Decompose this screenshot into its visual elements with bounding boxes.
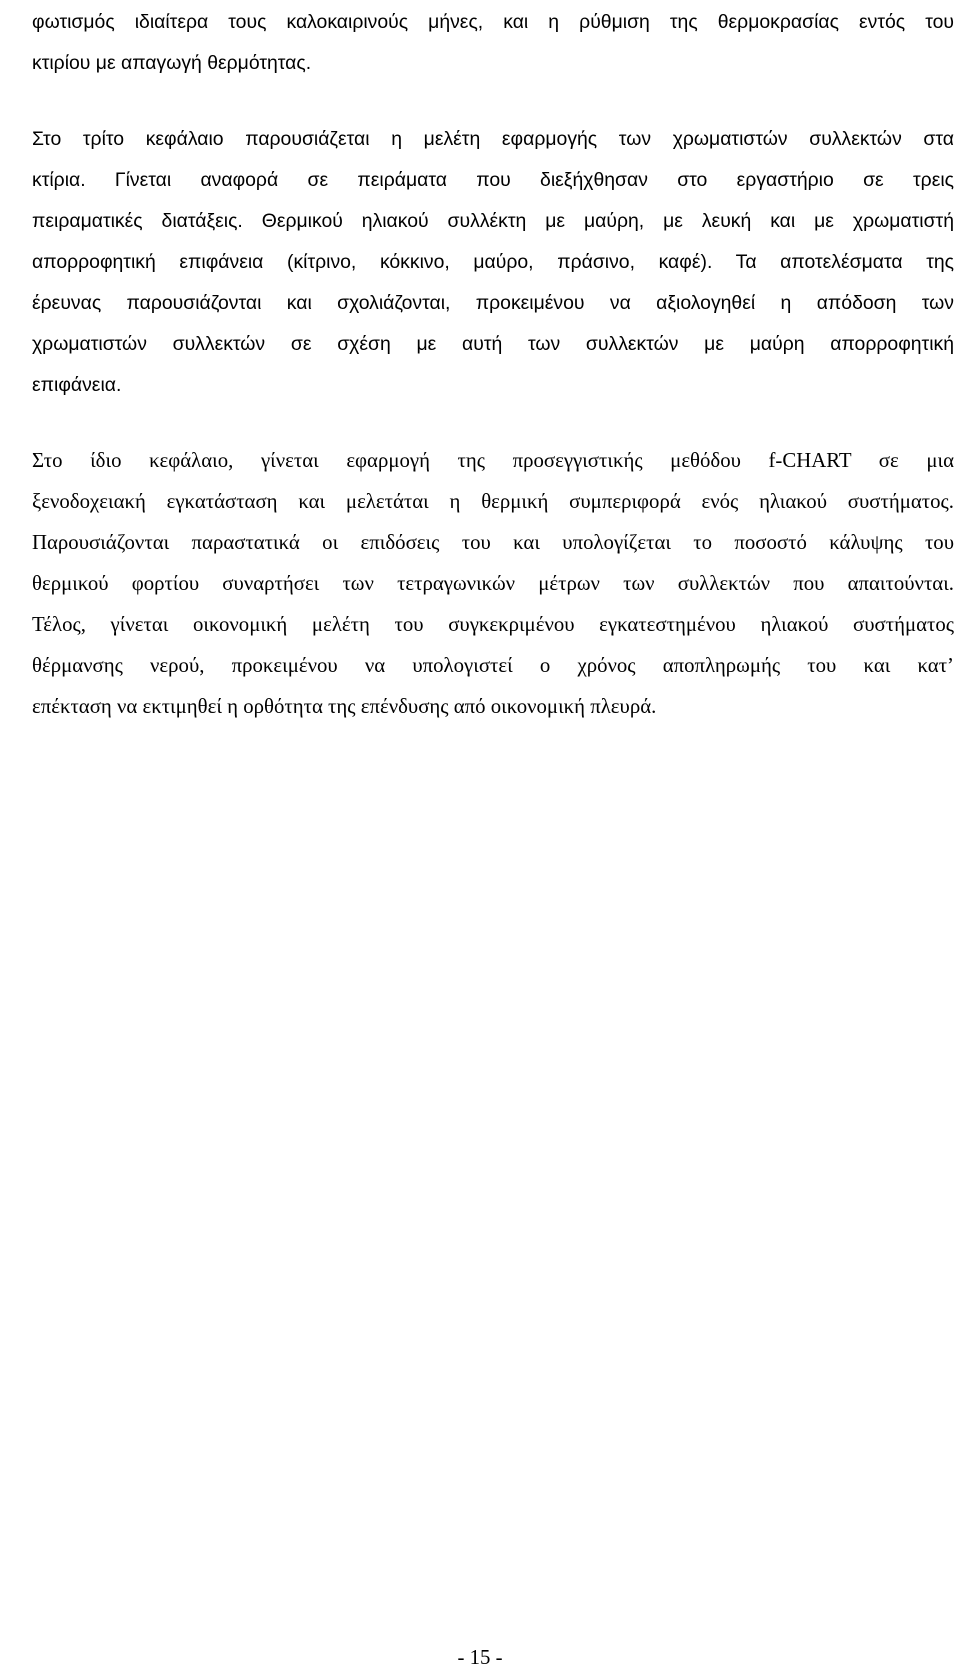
paragraph-2 [32, 119, 954, 406]
text-line: θέρμανσης νερού, προκειμένου να υπολογιστεί ο χρόνος αποπληρωμής του και κατ’ [32, 654, 954, 677]
paragraph-1 [32, 2, 954, 84]
text-line: επιφάνεια. [32, 374, 122, 396]
text-line: χρωματιστών συλλεκτών σε σχέση με αυτή των συλλεκτών με μαύρη απορροφητική [32, 333, 954, 355]
text-line: απορροφητική επιφάνεια (κίτρινο, κόκκινο, μαύρο, πράσινο, καφέ). Τα αποτελέσματα της [32, 251, 954, 273]
text-line: Στο τρίτο κεφάλαιο παρουσιάζεται η μελέτη εφαρμογής των χρωματιστών συλλεκτών στα [32, 128, 954, 150]
text-line: Τέλος, γίνεται οικονομική μελέτη του συγκεκριμένου εγκατεστημένου ηλιακού συστήματος [32, 613, 954, 636]
text-line: πειραματικές διατάξεις. Θερμικού ηλιακού συλλέκτη με μαύρη, με λευκή και με χρωματιστή [32, 210, 954, 232]
text-line: έρευνας παρουσιάζονται και σχολιάζονται, προκειμένου να αξιολογηθεί η απόδοση των [32, 292, 954, 314]
page-number: - 15 - [457, 1646, 503, 1669]
text-line: κτιρίου με απαγωγή θερμότητας. [32, 52, 312, 74]
text-line: επέκταση να εκτιμηθεί η ορθότητα της επένδυσης από οικονομική πλευρά. [32, 695, 657, 718]
text-line: Στο ίδιο κεφάλαιο, γίνεται εφαρμογή της προσεγγιστικής μεθόδου f-CHART σε μια [32, 449, 954, 472]
text-line: ξενοδοχειακή εγκατάσταση και μελετάται η θερμική συμπεριφορά ενός ηλιακού συστήματος. [32, 490, 954, 513]
text-line: φωτισμός ιδιαίτερα τους καλοκαιρινούς μήνες, και η ρύθμιση της θερμοκρασίας εντός του [32, 11, 954, 33]
text-line: Παρουσιάζονται παραστατικά οι επιδόσεις του και υπολογίζεται το ποσοστό κάλυψης του [32, 531, 954, 554]
text-line: θερμικού φορτίου συναρτήσει των τετραγωνικών μέτρων των συλλεκτών που απαιτούνται. [32, 572, 954, 595]
text-line: κτίρια. Γίνεται αναφορά σε πειράματα που διεξήχθησαν στο εργαστήριο σε τρεις [32, 169, 954, 191]
paragraph-3 [32, 440, 954, 727]
